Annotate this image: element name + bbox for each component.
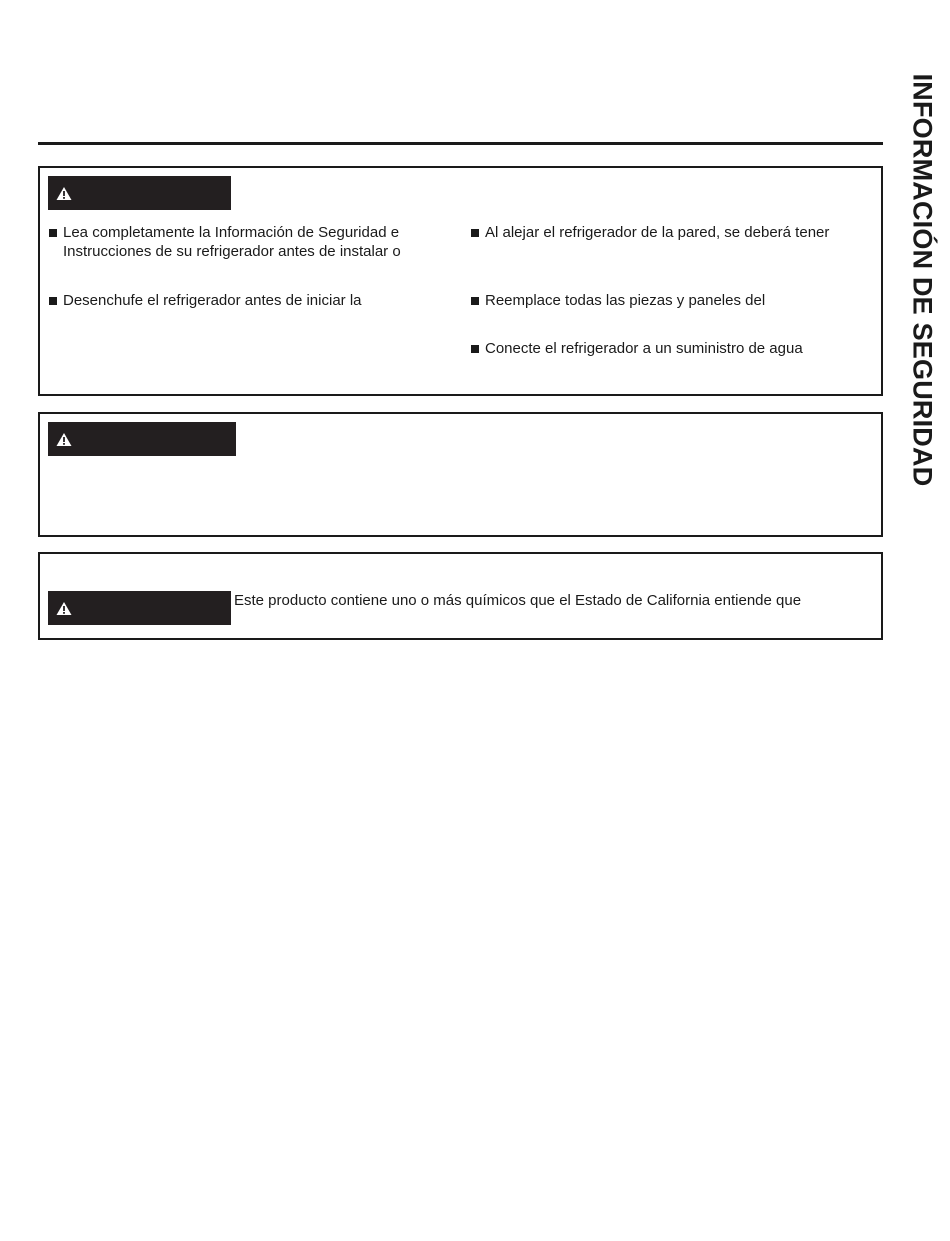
list-item-text: Desenchufe el refrigerador antes de iniciar la	[63, 292, 362, 309]
warning-label	[48, 591, 231, 625]
list-item-text: Lea completamente la Información de Seguridad e Instrucciones de su refrigerador antes de instalar o	[63, 224, 401, 260]
list-item-text: Reemplace todas las piezas y paneles del	[485, 292, 766, 309]
list-item-text: Conecte el refrigerador a un suministro de agua	[485, 340, 803, 357]
list-item	[470, 339, 895, 358]
warning-triangle-icon	[56, 432, 72, 447]
warning-triangle-icon	[56, 601, 72, 616]
warning-label	[48, 422, 236, 456]
list-item	[48, 223, 463, 261]
list-item-text: Al alejar el refrigerador de la pared, se deberá tener	[485, 224, 830, 241]
warning-label	[48, 176, 231, 210]
warning-box-secondary	[38, 412, 883, 537]
bullet-square-icon	[49, 229, 57, 237]
bullet-square-icon	[471, 229, 479, 237]
warning-triangle-icon	[56, 186, 72, 201]
california-warning-text: Este producto contiene uno o más químicos que el Estado de California entiende que	[234, 592, 802, 609]
bullet-square-icon	[471, 345, 479, 353]
header-rule	[38, 142, 883, 145]
bullet-square-icon	[471, 297, 479, 305]
warning-box-california	[38, 552, 883, 640]
list-item	[470, 223, 895, 242]
section-side-title: INFORMACIÓN DE SEGURIDAD	[907, 73, 938, 487]
list-item	[470, 291, 895, 310]
list-item	[48, 291, 463, 310]
warning-box-installation	[38, 166, 883, 396]
bullet-square-icon	[49, 297, 57, 305]
